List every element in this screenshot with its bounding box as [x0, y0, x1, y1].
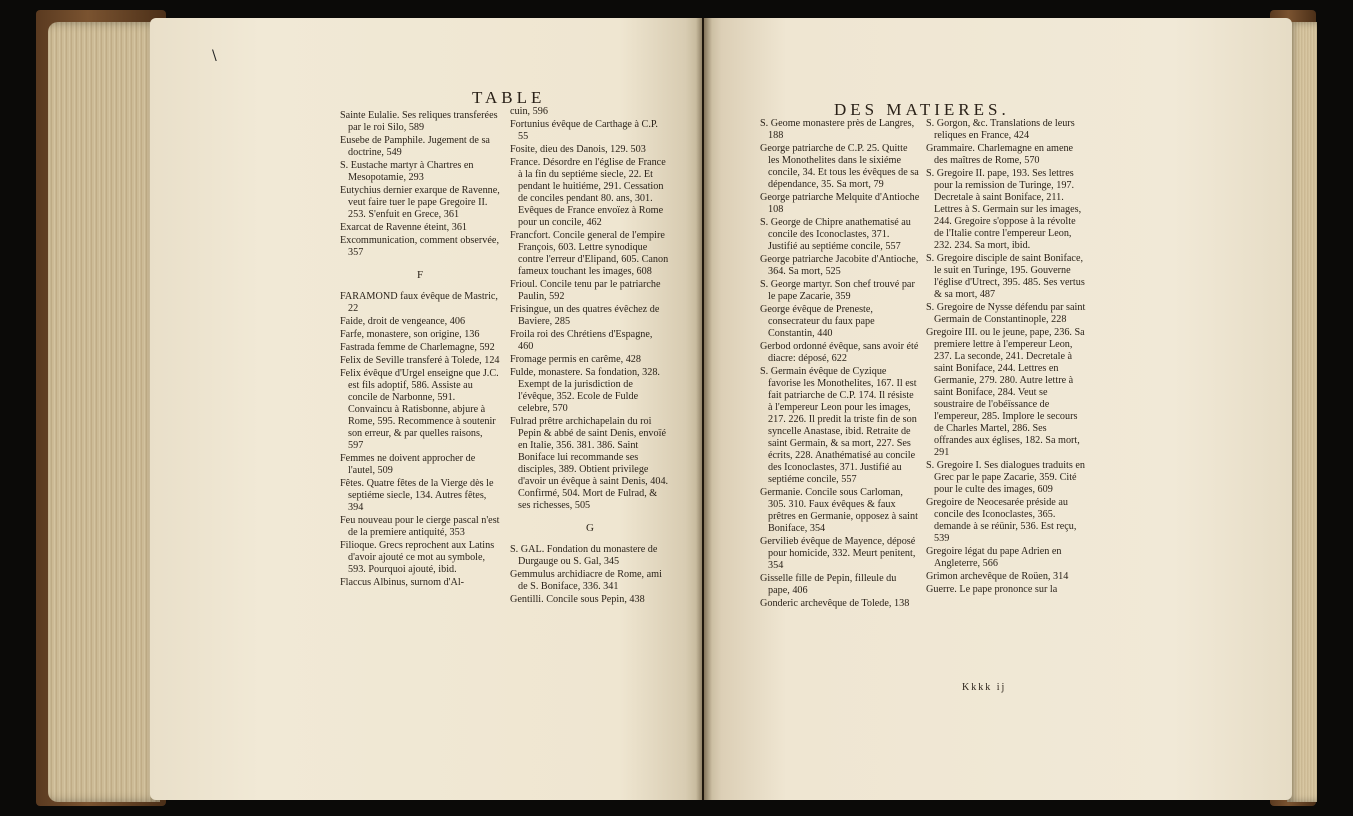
index-entry: S. Eustache martyr à Chartres en Mesopotamie, 293 [340, 160, 474, 183]
index-entry: Eutychius dernier exarque de Ravenne, veut faire tuer le pape Gregoire II. 253. S'enfuit en Grece, 361 [340, 185, 500, 220]
index-entry: Fosite, dieu des Danois, 129. 503 [510, 144, 646, 155]
index-entry: George patriarche Jacobite d'Antioche, 364. Sa mort, 525 [760, 254, 919, 277]
index-entry: Froila roi des Chrétiens d'Espagne, 460 [510, 329, 653, 352]
index-entry: S. Germain évêque de Cyzique favorise les Monothelites, 167. Il est fait patriarche de C.P. 174. Il résiste à l'empereur Leon pour les images, 217. 226. Il predit la triste fin de son syncelle Anastase, ibid. Retraite de saint Germain, & sa mort, 227. Ses écrits, 228. Anathématisé au concile des Iconoclastes, 371. Justifié au septiéme concile, 557 [760, 366, 917, 485]
index-entry: Fromage permis en carême, 428 [510, 354, 641, 365]
corner-mark: \ [212, 48, 217, 64]
section-letter: G [586, 522, 594, 534]
index-entry: Faide, droit de vengeance, 406 [340, 316, 466, 327]
index-entry: S. George de Chipre anathematisé au concile des Iconoclastes, 371. Justifié au septiéme concile, 557 [760, 217, 911, 252]
index-entry: S. GAL. Fondation du monastere de Durgauge ou S. Gal, 345 [510, 544, 658, 567]
index-entry: S. Gorgon, &c. Translations de leurs reliques en France, 424 [926, 118, 1075, 141]
index-entry: Eusebe de Pamphile. Jugement de sa doctrine, 549 [340, 135, 490, 158]
index-entry: Fêtes. Quatre fêtes de la Vierge dès le septiéme siecle, 134. Autres fêtes, 394 [340, 478, 494, 513]
index-entry: Femmes ne doivent approcher de l'autel, 509 [340, 453, 476, 476]
section-letter: F [416, 269, 424, 281]
index-entry: Felix évêque d'Urgel enseigne que J.C. est fils adoptif, 586. Assiste au concile de Narbonne, 591. Convaincu à Ratisbonne, abjure à Rome, 595. Recommence à soutenir son erreur, & par quelles raisons, 597 [340, 368, 499, 451]
index-entry: Sainte Eulalie. Ses reliques transferées par le roi Silo, 589 [340, 110, 498, 133]
index-entry: George patriarche Melquite d'Antioche 108 [760, 192, 920, 215]
book-gutter [696, 18, 712, 800]
right-column-1 [760, 118, 920, 611]
index-entry: Fortunius évêque de Carthage à C.P. 55 [510, 119, 658, 142]
index-entry: S. Gregoire I. Ses dialogues traduits en Grec par le pape Zacarie, 359. Cité pour le culte des images, 609 [926, 460, 1086, 495]
index-entry: S. Geome monastere près de Langres, 188 [760, 118, 915, 141]
right-page-header: DES MATIERES. [834, 100, 1010, 119]
index-entry: Grimon archevêque de Roüen, 314 [926, 571, 1069, 582]
index-entry: Filioque. Grecs reprochent aux Latins d'avoir ajouté ce mot au symbole, 593. Pourquoi ajouté, ibid. [340, 540, 495, 575]
index-entry: Exarcat de Ravenne éteint, 361 [340, 222, 468, 233]
index-entry: Grammaire. Charlemagne en amene des maîtres de Rome, 570 [926, 143, 1074, 166]
right-column-2 [926, 118, 1086, 597]
signature-mark: Kkkk ij [962, 682, 1007, 693]
index-entry: Frioul. Concile tenu par le patriarche Paulin, 592 [510, 279, 661, 302]
index-entry: S. George martyr. Son chef trouvé par le pape Zacarie, 359 [760, 279, 915, 302]
index-entry: Gemmulus archidiacre de Rome, ami de S. Boniface, 336. 341 [510, 569, 662, 592]
index-entry: Gisselle fille de Pepin, filleule du pape, 406 [760, 573, 897, 596]
index-entry: S. Gregoire disciple de saint Boniface, le suit en Turinge, 195. Gouverne l'église d'Utrect, 395. 485. Ses vertus & sa mort, 487 [926, 253, 1085, 300]
index-entry: S. Gregoire II. pape, 193. Ses lettres pour la remission de Turinge, 197. Decretale à saint Boniface, 211. Lettres à S. Germain sur les images, 244. Gregoire s'oppose à la révolte de l'Italie contre l'empereur Leon, 232. 234. Sa mort, ibid. [926, 168, 1082, 251]
index-entry: Francfort. Concile general de l'empire François, 603. Lettre synodique contre l'erreur d'Elipand, 605. Canon fameux touchant les images, 608 [510, 230, 669, 277]
index-entry: Farfe, monastere, son origine, 136 [340, 329, 480, 340]
index-entry: Feu nouveau pour le cierge pascal n'est de la premiere antiquité, 353 [340, 515, 500, 538]
left-column-2 [510, 106, 670, 607]
index-entry: Felix de Seville transferé à Tolede, 124 [340, 355, 500, 366]
index-entry: Gervilieb évêque de Mayence, déposé pour homicide, 332. Meurt penitent, 354 [760, 536, 916, 571]
index-entry: Excommunication, comment observée, 357 [340, 235, 499, 258]
index-entry: Frisingue, un des quatres évêchez de Baviere, 285 [510, 304, 660, 327]
right-page [704, 18, 1292, 800]
left-column-1 [340, 110, 500, 590]
left-page-header: TABLE [472, 88, 546, 107]
index-entry: Gerbod ordonné évêque, sans avoir été diacre: déposé, 622 [760, 341, 919, 364]
index-entry: Gregoire légat du pape Adrien en Angleterre, 566 [926, 546, 1062, 569]
index-entry: Fastrada femme de Charlemagne, 592 [340, 342, 495, 353]
index-entry: France. Désordre en l'église de France à la fin du septiéme siecle, 22. Et pendant le huitiéme, 291. Cessation de conciles pendant 80. ans, 301. Evêques de France envoïez à Rome pour un concile, 462 [510, 157, 666, 228]
index-entry: Germanie. Concile sous Carloman, 305. 310. Faux évêques & faux prêtres en Germanie, opposez à saint Boniface, 354 [760, 487, 918, 534]
index-entry: Gonderic archevêque de Tolede, 138 [760, 598, 910, 609]
index-entry: George patriarche de C.P. 25. Quitte les Monothelites dans le sixiéme concile, 34. Et tous les évêques de sa dépendance, 35. Sa mort, 79 [760, 143, 919, 190]
index-entry: Fulde, monastere. Sa fondation, 328. Exempt de la jurisdiction de l'évêque, 352. Ecole de Fulde celebre, 570 [510, 367, 660, 414]
index-entry: S. Gregoire de Nysse défendu par saint Germain de Constantinople, 228 [926, 302, 1086, 325]
index-entry: FARAMOND faux évêque de Mastric, 22 [340, 291, 498, 314]
index-entry: Gentilli. Concile sous Pepin, 438 [510, 594, 645, 605]
left-page [150, 18, 702, 800]
index-entry: Fulrad prêtre archichapelain du roi Pepin & abbé de saint Denis, envoïé en Italie, 356. 381. 386. Saint Boniface lui recommande ses disciples, 389. Obtient privilege d'avoir un évêque à saint Denis, 404. Confirmé, 504. Mort de Fulrad, & ses richesses, 505 [510, 416, 669, 511]
page-edges-left [48, 22, 160, 802]
index-entry: cuin, 596 [510, 106, 548, 117]
index-entry: George évêque de Preneste, consecrateur du faux pape Constantin, 440 [760, 304, 875, 339]
index-entry: Flaccus Albinus, surnom d'Al- [340, 577, 465, 588]
index-entry: Guerre. Le pape prononce sur la [926, 584, 1058, 595]
index-entry: Gregoire III. ou le jeune, pape, 236. Sa premiere lettre à l'empereur Leon, 237. La seconde, 241. Decretale à saint Boniface, 244. Lettres en Germanie, 279. 280. Autre lettre à saint Boniface, 284. Veut se soustraire de l'obéïssance de l'empereur, 285. Implore le secours de Charles Martel, 286. Ses offrandes aux églises, 182. Sa mort, 291 [926, 327, 1085, 458]
index-entry: Gregoire de Neocesarée préside au concile des Iconoclastes, 365. demande à se réünir, 536. Est reçu, 539 [926, 497, 1077, 544]
